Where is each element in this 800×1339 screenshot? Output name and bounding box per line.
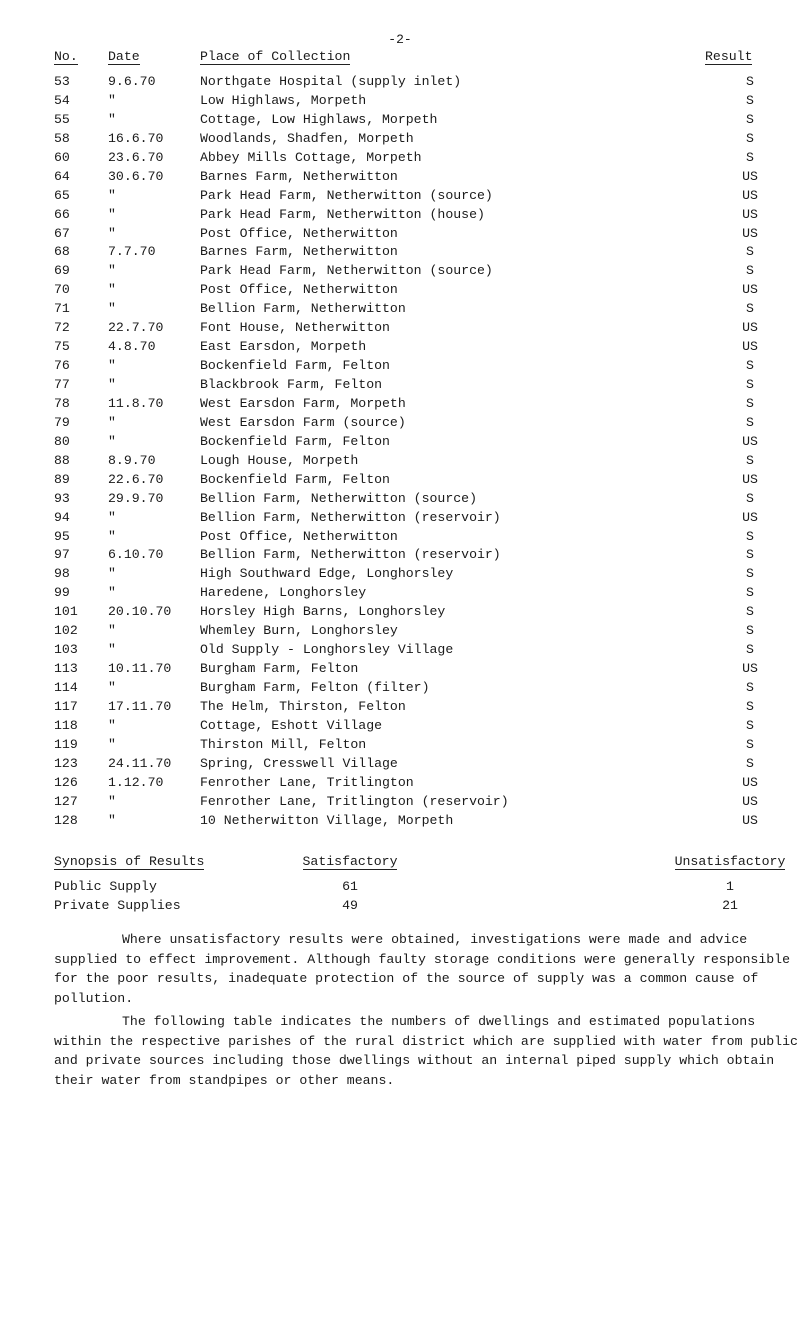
table-row xyxy=(0,698,800,717)
table-row xyxy=(0,793,800,812)
row-result: US xyxy=(742,282,758,298)
row-date: 24.11.70 xyxy=(108,755,172,771)
row-result: S xyxy=(746,377,754,392)
row-date: 16.6.70 xyxy=(108,130,164,146)
row-place: Park Head Farm, Netherwitton (house) xyxy=(200,206,485,222)
row-date: 9.6.70 xyxy=(108,74,156,89)
row-date: 29.9.70 xyxy=(108,490,164,506)
row-result: US xyxy=(742,509,758,525)
row-result: S xyxy=(746,604,754,620)
row-place: Post Office, Netherwitton xyxy=(200,225,398,241)
row-result: S xyxy=(746,642,754,658)
row-number: 78 xyxy=(54,395,70,411)
row-date: " xyxy=(108,793,116,809)
row-result: S xyxy=(746,74,754,89)
table-row xyxy=(0,755,800,774)
row-result: US xyxy=(742,206,758,222)
row-date: " xyxy=(108,92,116,108)
row-date: 22.7.70 xyxy=(108,320,164,336)
row-date: " xyxy=(108,509,116,525)
row-place: Abbey Mills Cottage, Morpeth xyxy=(200,149,422,165)
row-number: 97 xyxy=(54,547,70,563)
row-result: US xyxy=(742,471,758,487)
row-number: 67 xyxy=(54,225,70,241)
row-place: Low Highlaws, Morpeth xyxy=(200,92,367,108)
synopsis-label: Public Supply xyxy=(54,879,157,894)
table-row xyxy=(0,546,800,565)
row-date: " xyxy=(108,358,116,374)
table-row xyxy=(0,111,800,130)
row-place: Cottage, Low Highlaws, Morpeth xyxy=(200,111,438,127)
row-number: 99 xyxy=(54,585,70,601)
row-date: 8.9.70 xyxy=(108,452,156,468)
row-date: " xyxy=(108,812,116,828)
row-place: Woodlands, Shadfen, Morpeth xyxy=(200,130,414,146)
row-date: 11.8.70 xyxy=(108,395,164,411)
row-place: Bockenfield Farm, Felton xyxy=(200,358,390,374)
row-date: " xyxy=(108,717,116,733)
row-result: S xyxy=(746,547,754,563)
row-date: " xyxy=(108,225,116,241)
table-row xyxy=(0,660,800,679)
row-number: 95 xyxy=(54,528,70,544)
row-number: 54 xyxy=(54,92,70,108)
row-place: East Earsdon, Morpeth xyxy=(200,339,367,355)
row-number: 127 xyxy=(54,793,78,809)
row-result: S xyxy=(746,566,754,582)
row-result: S xyxy=(746,92,754,108)
row-date: " xyxy=(108,187,116,203)
header-no: No. xyxy=(54,49,78,64)
page-number: -2- xyxy=(388,32,412,47)
row-number: 118 xyxy=(54,717,78,733)
row-number: 77 xyxy=(54,377,70,392)
row-result: S xyxy=(746,585,754,601)
row-date: " xyxy=(108,414,116,430)
row-number: 80 xyxy=(54,433,70,449)
row-result: S xyxy=(746,301,754,317)
row-place: Park Head Farm, Netherwitton (source) xyxy=(200,187,493,203)
table-row xyxy=(0,414,800,433)
row-place: Post Office, Netherwitton xyxy=(200,528,398,544)
table-row xyxy=(0,452,800,471)
row-place: Barnes Farm, Netherwitton xyxy=(200,168,398,184)
row-number: 68 xyxy=(54,244,70,260)
row-place: Thirston Mill, Felton xyxy=(200,736,367,752)
results-table xyxy=(0,73,800,831)
synopsis-row xyxy=(0,877,800,896)
row-result: S xyxy=(746,263,754,279)
row-number: 114 xyxy=(54,680,78,695)
row-result: S xyxy=(746,452,754,468)
synopsis-satisfactory: 61 xyxy=(342,879,358,894)
row-result: S xyxy=(746,680,754,695)
row-place: Cottage, Eshott Village xyxy=(200,717,383,733)
row-place: Burgham Farm, Felton (filter) xyxy=(200,680,430,695)
row-number: 117 xyxy=(54,698,78,714)
row-date: " xyxy=(108,528,116,544)
table-row xyxy=(0,490,800,509)
row-number: 89 xyxy=(54,471,70,487)
row-number: 101 xyxy=(54,604,78,620)
row-place: Font House, Netherwitton xyxy=(200,320,390,336)
row-place: Bockenfield Farm, Felton xyxy=(200,433,390,449)
table-row xyxy=(0,812,800,831)
row-number: 94 xyxy=(54,509,70,525)
row-place: Blackbrook Farm, Felton xyxy=(200,377,383,392)
table-row xyxy=(0,281,800,300)
row-date: 10.11.70 xyxy=(108,661,172,677)
row-date: " xyxy=(108,206,116,222)
row-place: Park Head Farm, Netherwitton (source) xyxy=(200,263,493,279)
row-result: S xyxy=(746,358,754,374)
table-row xyxy=(0,565,800,584)
row-date: " xyxy=(108,736,116,752)
row-result: S xyxy=(746,528,754,544)
row-number: 98 xyxy=(54,566,70,582)
table-row xyxy=(0,187,800,206)
header-date: Date xyxy=(108,49,140,64)
row-number: 126 xyxy=(54,774,78,790)
row-date: 1.12.70 xyxy=(108,774,164,790)
table-row xyxy=(0,509,800,528)
synopsis-title: Synopsis of Results xyxy=(54,854,205,869)
row-result: S xyxy=(746,755,754,771)
row-result: S xyxy=(746,395,754,411)
row-number: 58 xyxy=(54,130,70,146)
row-number: 71 xyxy=(54,301,70,317)
row-number: 88 xyxy=(54,452,70,468)
synopsis-row xyxy=(0,896,800,915)
row-number: 53 xyxy=(54,74,70,89)
row-result: US xyxy=(742,812,758,828)
table-row xyxy=(0,622,800,641)
row-place: Lough House, Morpeth xyxy=(200,452,359,468)
row-place: Spring, Cresswell Village xyxy=(200,755,398,771)
row-number: 64 xyxy=(54,168,70,184)
table-row xyxy=(0,679,800,698)
row-result: S xyxy=(746,149,754,165)
row-date: " xyxy=(108,680,116,695)
row-date: " xyxy=(108,111,116,127)
row-place: Whemley Burn, Longhorsley xyxy=(200,623,398,639)
row-result: S xyxy=(746,111,754,127)
row-place: Horsley High Barns, Longhorsley xyxy=(200,604,446,620)
row-place: High Southward Edge, Longhorsley xyxy=(200,566,454,582)
row-date: 22.6.70 xyxy=(108,471,164,487)
row-number: 79 xyxy=(54,414,70,430)
row-result: S xyxy=(746,623,754,639)
table-row xyxy=(0,338,800,357)
table-row xyxy=(0,774,800,793)
row-number: 76 xyxy=(54,358,70,374)
row-result: S xyxy=(746,244,754,260)
row-place: Fenrother Lane, Tritlington (reservoir) xyxy=(200,793,509,809)
table-row xyxy=(0,603,800,622)
table-row xyxy=(0,357,800,376)
row-result: US xyxy=(742,339,758,355)
row-number: 55 xyxy=(54,111,70,127)
row-number: 70 xyxy=(54,282,70,298)
table-row xyxy=(0,149,800,168)
table-row xyxy=(0,300,800,319)
row-place: Haredene, Longhorsley xyxy=(200,585,367,601)
row-place: Bellion Farm, Netherwitton (reservoir) xyxy=(200,547,501,563)
row-number: 65 xyxy=(54,187,70,203)
table-row xyxy=(0,717,800,736)
paragraph-table-intro: The following table indicates the numbers of dwellings and estimated populations within the respective parishes of the rural district which are supplied with water from public and private sources including those dwellings without an internal piped supply which obtain their water from standpipes or other means. xyxy=(54,1014,798,1088)
row-result: S xyxy=(746,698,754,714)
row-date: " xyxy=(108,642,116,658)
row-date: " xyxy=(108,433,116,449)
synopsis-unsatisfactory: 1 xyxy=(726,879,734,894)
row-place: West Earsdon Farm (source) xyxy=(200,414,406,430)
row-number: 103 xyxy=(54,642,78,658)
row-place: Bellion Farm, Netherwitton (source) xyxy=(200,490,477,506)
row-date: " xyxy=(108,623,116,639)
row-number: 69 xyxy=(54,263,70,279)
table-row xyxy=(0,736,800,755)
row-place: Bellion Farm, Netherwitton xyxy=(200,301,406,317)
paragraph-investigations: Where unsatisfactory results were obtained, investigations were made and advice supplied to effect improvement. Although faulty storage conditions were generally responsible for the poor results, inadequate protection of the source of supply was a common cause of pollution. xyxy=(54,932,790,1006)
row-result: US xyxy=(742,793,758,809)
row-place: Burgham Farm, Felton xyxy=(200,661,359,677)
synopsis-table xyxy=(0,852,800,915)
synopsis-col-unsatisfactory: Unsatisfactory xyxy=(674,854,786,869)
row-result: US xyxy=(742,320,758,336)
row-result: US xyxy=(742,774,758,790)
row-place: Fenrother Lane, Tritlington xyxy=(200,774,414,790)
row-number: 66 xyxy=(54,206,70,222)
header-result: Result xyxy=(705,49,753,64)
row-date: 17.11.70 xyxy=(108,698,172,714)
row-number: 60 xyxy=(54,149,70,165)
table-row xyxy=(0,73,800,92)
row-number: 75 xyxy=(54,339,70,355)
table-row xyxy=(0,92,800,111)
row-result: S xyxy=(746,736,754,752)
table-row xyxy=(0,225,800,244)
table-row xyxy=(0,319,800,338)
table-row xyxy=(0,471,800,490)
row-result: US xyxy=(742,225,758,241)
row-result: US xyxy=(742,168,758,184)
row-date: " xyxy=(108,585,116,601)
row-date: 30.6.70 xyxy=(108,168,164,184)
row-number: 102 xyxy=(54,623,78,639)
row-result: US xyxy=(742,661,758,677)
row-date: 7.7.70 xyxy=(108,244,156,260)
row-result: S xyxy=(746,490,754,506)
row-date: " xyxy=(108,377,116,392)
table-row xyxy=(0,243,800,262)
row-result: S xyxy=(746,414,754,430)
table-row xyxy=(0,641,800,660)
table-row xyxy=(0,584,800,603)
row-place: West Earsdon Farm, Morpeth xyxy=(200,395,406,411)
row-number: 113 xyxy=(54,661,78,677)
row-date: " xyxy=(108,566,116,582)
row-place: Old Supply - Longhorsley Village xyxy=(200,642,454,658)
row-place: 10 Netherwitton Village, Morpeth xyxy=(200,812,454,828)
table-row xyxy=(0,395,800,414)
row-number: 72 xyxy=(54,320,70,336)
row-date: 4.8.70 xyxy=(108,339,156,355)
row-result: US xyxy=(742,187,758,203)
synopsis-col-satisfactory: Satisfactory xyxy=(302,854,398,869)
table-row xyxy=(0,206,800,225)
row-place: Northgate Hospital (supply inlet) xyxy=(200,74,462,89)
row-date: 23.6.70 xyxy=(108,149,164,165)
row-date: " xyxy=(108,301,116,317)
table-row xyxy=(0,168,800,187)
row-place: The Helm, Thirston, Felton xyxy=(200,698,406,714)
row-place: Post Office, Netherwitton xyxy=(200,282,398,298)
synopsis-unsatisfactory: 21 xyxy=(722,898,738,913)
row-number: 93 xyxy=(54,490,70,506)
row-number: 128 xyxy=(54,812,78,828)
table-row xyxy=(0,376,800,395)
synopsis-satisfactory: 49 xyxy=(342,898,358,913)
row-number: 119 xyxy=(54,736,78,752)
synopsis-label: Private Supplies xyxy=(54,898,181,913)
header-place: Place of Collection xyxy=(200,49,351,64)
row-date: " xyxy=(108,263,116,279)
row-place: Barnes Farm, Netherwitton xyxy=(200,244,398,260)
row-number: 123 xyxy=(54,755,78,771)
row-date: " xyxy=(108,282,116,298)
table-row xyxy=(0,528,800,547)
table-row xyxy=(0,262,800,281)
row-place: Bellion Farm, Netherwitton (reservoir) xyxy=(200,509,501,525)
row-date: 6.10.70 xyxy=(108,547,164,563)
table-row xyxy=(0,130,800,149)
row-place: Bockenfield Farm, Felton xyxy=(200,471,390,487)
row-date: 20.10.70 xyxy=(108,604,172,620)
table-row xyxy=(0,433,800,452)
row-result: US xyxy=(742,433,758,449)
row-result: S xyxy=(746,717,754,733)
row-result: S xyxy=(746,130,754,146)
